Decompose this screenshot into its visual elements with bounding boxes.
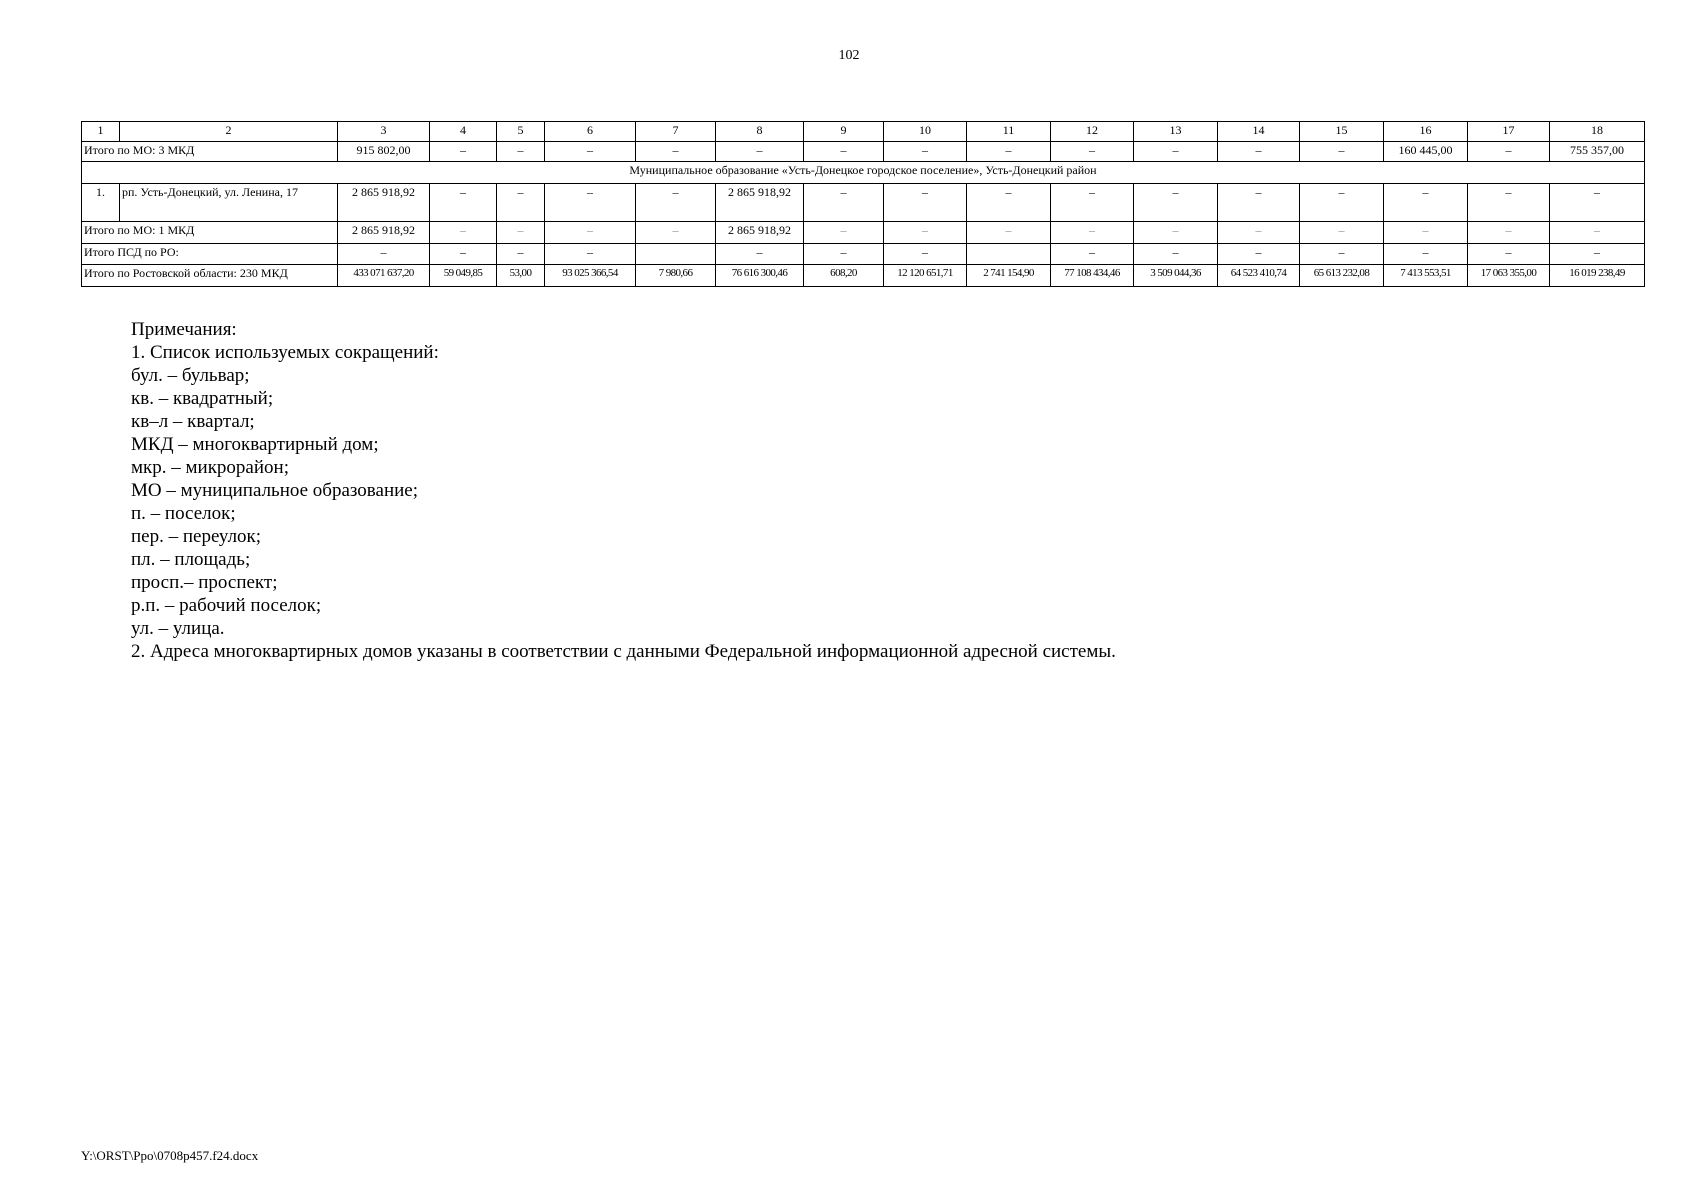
table-cell: – <box>1468 184 1550 222</box>
table-row <box>82 184 1645 222</box>
table-cell: – <box>1300 222 1384 244</box>
table-header-cell: 4 <box>430 122 497 142</box>
table-header-cell: 9 <box>804 122 884 142</box>
table-cell: 2 865 918,92 <box>716 222 804 244</box>
table-cell: 160 445,00 <box>1384 142 1468 162</box>
table-cell: 7 980,66 <box>636 265 716 287</box>
table-cell: – <box>716 244 804 265</box>
notes-title: Примечания: <box>131 319 237 340</box>
table-header-cell: 17 <box>1468 122 1550 142</box>
municipality-section-row <box>82 162 1645 184</box>
row-number: 1. <box>82 184 120 222</box>
table-cell: 12 120 651,71 <box>884 265 967 287</box>
table-header-cell: 7 <box>636 122 716 142</box>
abbreviation-item: МКД – многоквартирный дом; <box>131 434 379 455</box>
table-cell: 59 049,85 <box>430 265 497 287</box>
row-label: Итого по МО: 1 МКД <box>82 222 338 244</box>
table-cell: – <box>1134 184 1218 222</box>
table-cell: – <box>497 222 545 244</box>
table-cell: 2 741 154,90 <box>967 265 1051 287</box>
table-cell <box>636 244 716 265</box>
table-header-cell: 1 <box>82 122 120 142</box>
table-cell: – <box>545 244 636 265</box>
abbreviation-item: пер. – переулок; <box>131 526 262 547</box>
municipality-title: Муниципальное образование «Усть-Донецкое городское поселение», Усть-Донецкий район <box>82 162 1645 184</box>
table-cell: – <box>636 142 716 162</box>
abbreviation-item: МО – муниципальное образование; <box>131 480 419 501</box>
table-cell: – <box>430 142 497 162</box>
abbreviation-item: бул. – бульвар; <box>131 365 250 386</box>
table-cell: 76 616 300,46 <box>716 265 804 287</box>
table-cell: – <box>804 244 884 265</box>
abbreviation-item: р.п. – рабочий поселок; <box>131 595 322 616</box>
table-cell: – <box>804 222 884 244</box>
table-cell: – <box>1384 244 1468 265</box>
table-header-cell: 3 <box>338 122 430 142</box>
table-cell: – <box>1550 244 1645 265</box>
table-cell: – <box>636 184 716 222</box>
table-header-cell: 10 <box>884 122 967 142</box>
table-cell: – <box>497 244 545 265</box>
table-cell: 3 509 044,36 <box>1134 265 1218 287</box>
table-header-cell: 11 <box>967 122 1051 142</box>
total-mo-3-row <box>82 142 1645 162</box>
row-address: рп. Усть-Донецкий, ул. Ленина, 17 <box>120 184 338 222</box>
table-cell: – <box>497 142 545 162</box>
table-cell: – <box>636 222 716 244</box>
abbreviation-item: кв. – квадратный; <box>131 388 274 409</box>
table-header-cell: 2 <box>120 122 338 142</box>
table-cell: – <box>1134 244 1218 265</box>
notes-section <box>131 318 1116 663</box>
table-cell: – <box>1550 222 1645 244</box>
table-cell: – <box>884 222 967 244</box>
table-cell: – <box>1218 184 1300 222</box>
table-cell: – <box>884 142 967 162</box>
table-header-cell: 8 <box>716 122 804 142</box>
table-cell: 755 357,00 <box>1550 142 1645 162</box>
table-cell: – <box>1468 222 1550 244</box>
table-cell: 17 063 355,00 <box>1468 265 1550 287</box>
table-cell: – <box>804 184 884 222</box>
table-header-cell: 16 <box>1384 122 1468 142</box>
table-cell: 93 025 366,54 <box>545 265 636 287</box>
table-header-cell: 15 <box>1300 122 1384 142</box>
notes-item-1: 1. Список используемых сокращений: <box>131 342 439 363</box>
table-cell: 2 865 918,92 <box>716 184 804 222</box>
table-header-cell: 18 <box>1550 122 1645 142</box>
table-cell <box>967 244 1051 265</box>
table-cell: 64 523 410,74 <box>1218 265 1300 287</box>
table-cell: – <box>804 142 884 162</box>
table-header-cell: 13 <box>1134 122 1218 142</box>
table-header-cell: 14 <box>1218 122 1300 142</box>
abbreviation-item: просп.– проспект; <box>131 572 278 593</box>
table-cell: – <box>1218 142 1300 162</box>
abbreviation-item: ул. – улица. <box>131 618 225 639</box>
table-cell: – <box>1051 142 1134 162</box>
report-table <box>81 121 1645 287</box>
table-cell: – <box>1468 244 1550 265</box>
table-cell: 65 613 232,08 <box>1300 265 1384 287</box>
table-cell: – <box>430 222 497 244</box>
table-cell: – <box>716 142 804 162</box>
table-cell: 7 413 553,51 <box>1384 265 1468 287</box>
table-cell: – <box>1300 244 1384 265</box>
table-cell: – <box>545 142 636 162</box>
table-cell: 433 071 637,20 <box>338 265 430 287</box>
table-header-cell: 12 <box>1051 122 1134 142</box>
table-header-row <box>82 122 1645 142</box>
abbreviation-item: п. – поселок; <box>131 503 236 524</box>
table-cell: – <box>884 184 967 222</box>
table-cell: 915 802,00 <box>338 142 430 162</box>
table-cell: – <box>497 184 545 222</box>
table-cell: – <box>1134 222 1218 244</box>
abbreviation-item: пл. – площадь; <box>131 549 251 570</box>
table-cell: – <box>967 184 1051 222</box>
table-cell: 77 108 434,46 <box>1051 265 1134 287</box>
table-cell: – <box>1300 184 1384 222</box>
footer-file-path: Y:\ORST\Ppo\0708p457.f24.docx <box>81 1148 259 1163</box>
table-cell: – <box>967 222 1051 244</box>
total-region-row <box>82 265 1645 287</box>
table-cell: – <box>545 222 636 244</box>
table-cell: – <box>338 244 430 265</box>
table-cell: – <box>967 142 1051 162</box>
table-header-cell: 6 <box>545 122 636 142</box>
notes-item-2: 2. Адреса многоквартирных домов указаны в соответствии с данными Федеральной информационной адресной системы. <box>131 641 1116 662</box>
table-cell: – <box>1051 184 1134 222</box>
table-cell: 2 865 918,92 <box>338 184 430 222</box>
table-cell: – <box>884 244 967 265</box>
row-label: Итого ПСД по РО: <box>82 244 338 265</box>
table-cell: – <box>1218 222 1300 244</box>
table-cell: – <box>1051 222 1134 244</box>
row-label: Итого по МО: 3 МКД <box>82 142 338 162</box>
table-cell: 16 019 238,49 <box>1550 265 1645 287</box>
table-cell: 2 865 918,92 <box>338 222 430 244</box>
table-cell: – <box>1384 222 1468 244</box>
abbreviation-item: мкр. – микрорайон; <box>131 457 289 478</box>
table-cell: 53,00 <box>497 265 545 287</box>
table-cell: – <box>1134 142 1218 162</box>
table-cell: – <box>430 244 497 265</box>
table-cell: – <box>1468 142 1550 162</box>
table-cell: – <box>1550 184 1645 222</box>
table-header-cell: 5 <box>497 122 545 142</box>
table-cell: – <box>430 184 497 222</box>
table-cell: – <box>1384 184 1468 222</box>
table-cell: – <box>545 184 636 222</box>
page-number: 102 <box>838 48 860 63</box>
table-cell: – <box>1218 244 1300 265</box>
table-cell: – <box>1300 142 1384 162</box>
abbreviation-item: кв–л – квартал; <box>131 411 255 432</box>
table-cell: 608,20 <box>804 265 884 287</box>
row-label: Итого по Ростовской области: 230 МКД <box>82 265 338 287</box>
total-psd-row <box>82 244 1645 265</box>
table-cell: – <box>1051 244 1134 265</box>
total-mo-1-row <box>82 222 1645 244</box>
